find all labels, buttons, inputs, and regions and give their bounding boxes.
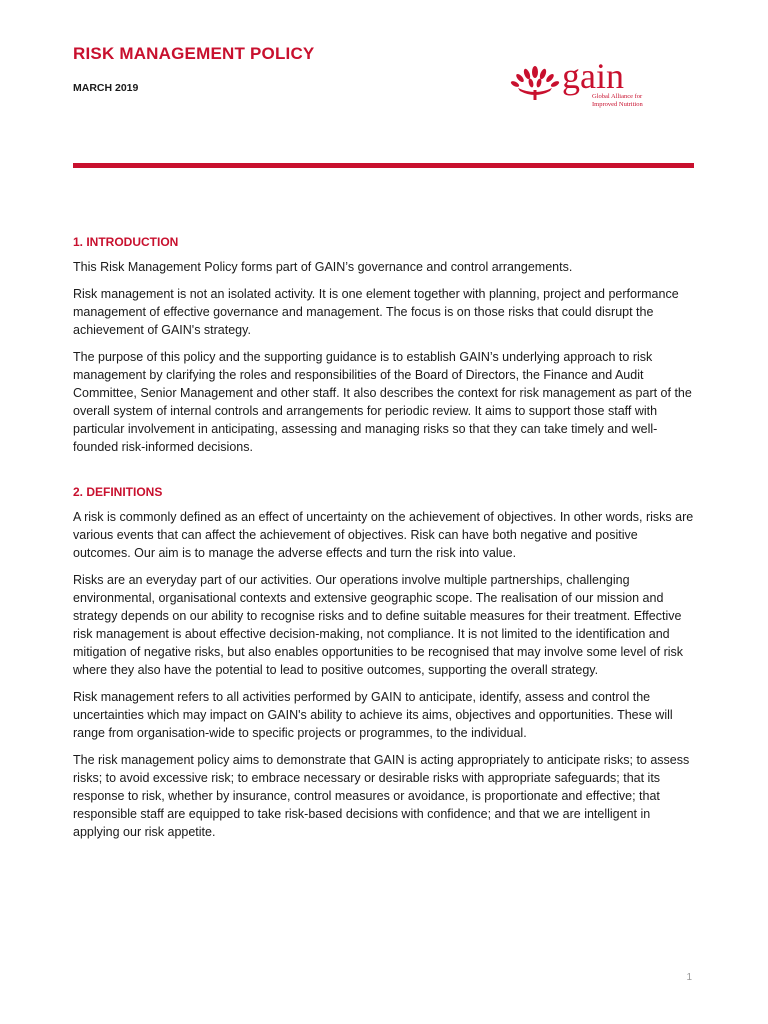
header-divider	[73, 163, 694, 168]
paragraph: Risk management refers to all activities performed by GAIN to anticipate, identify, assess and control the uncertainties which may impact on GAIN's ability to achieve its aims, objectives and opportunities. These will range from organisation-wide to specific projects or programmes, to the individual.	[73, 690, 673, 740]
logo-wordmark: gain	[562, 56, 624, 96]
logo-tagline	[592, 93, 643, 109]
paragraph: The risk management policy aims to demonstrate that GAIN is acting appropriately to anticipate risks; to assess risks; to avoid excessive risk; to embrace necessary or desirable risks with appropriate safeguards; that its response to risk, whether by insurance, control measures or avoidance, is proportionate and effective; that responsible staff are equipped to take risk-based decisions with confidence; and that we are intelligent in applying our risk appetite.	[73, 753, 690, 839]
document-body	[73, 234, 694, 850]
section-heading: 1. INTRODUCTION	[73, 235, 179, 249]
document-title: RISK MANAGEMENT POLICY	[73, 44, 315, 63]
page-number: 1	[686, 972, 692, 983]
paragraph: This Risk Management Policy forms part of GAIN’s governance and control arrangements.	[73, 260, 573, 274]
paragraph: A risk is commonly defined as an effect of uncertainty on the achievement of objectives. In other words, risks are various events that can affect the achievement of objectives. Risk can have both negative and positive outcomes. Our aim is to manage the adverse effects and turn the risk into value.	[73, 510, 694, 560]
gain-logo	[510, 56, 660, 114]
section-introduction	[73, 234, 694, 456]
paragraph: The purpose of this policy and the supporting guidance is to establish GAIN’s underlying approach to risk management by clarifying the roles and responsibilities of the Board of Directors, the Finance and Audit Committee, Senior Management and other staff. It also describes the context for risk management as part of the overall system of internal controls and arrangements for periodic review. It aims to support those staff with particular involvement in anticipating, assessing and managing risks so that they can take timely and well-founded risk-informed decisions.	[73, 350, 692, 454]
section-definitions	[73, 484, 694, 841]
paragraph: Risk management is not an isolated activity. It is one element together with planning, project and performance management of effective governance and management. The focus is on those risks that could disrupt the achievement of GAIN's strategy.	[73, 287, 679, 337]
logo-tagline-line2: Improved Nutrition	[592, 101, 643, 108]
logo-tagline-line1: Global Alliance for	[592, 93, 643, 100]
paragraph: Risks are an everyday part of our activities. Our operations involve multiple partnerships, challenging environmental, organisational contexts and extensive geographic scope. The realisation of our mission and strategy depends on our ability to recognise risks and to define suitable measures for their treatment. Effective risk management is about effective decision-making, not compliance. It is not limited to the identification and mitigation of negative risks, but also enables opportunities to be recognised that may involve some level of risk where they also have the potential to lead to positive outcomes, supporting the overall strategy.	[73, 573, 684, 677]
section-heading: 2. DEFINITIONS	[73, 485, 163, 499]
document-date: MARCH 2019	[73, 82, 139, 94]
wheat-emblem-icon	[510, 66, 560, 102]
